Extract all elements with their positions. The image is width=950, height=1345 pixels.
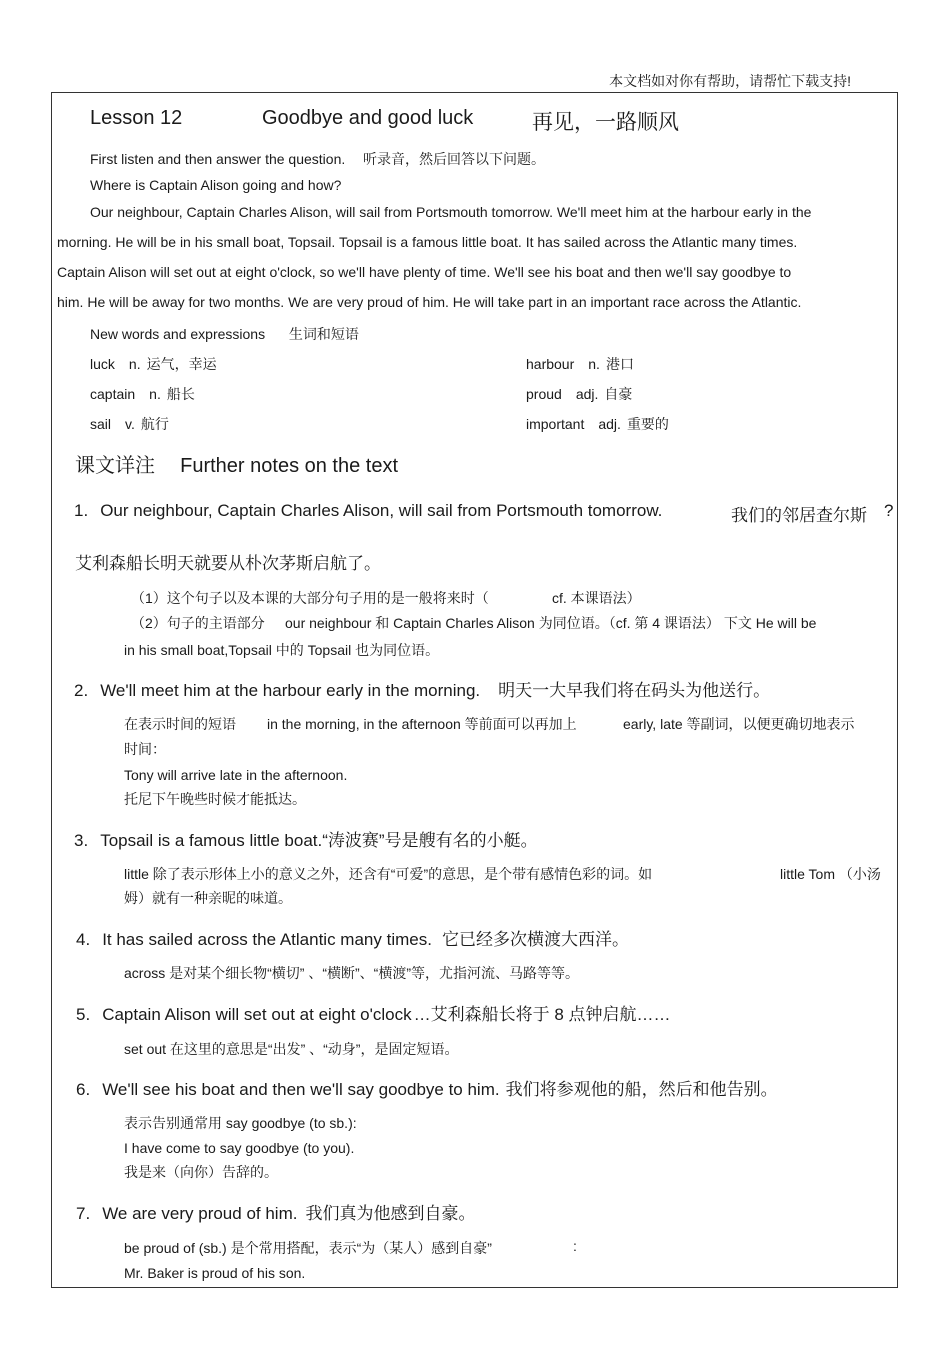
passage-line: morning. He will be in his small boat, Topsail. Topsail is a famous little boat. It has sailed across the Atlantic many times. <box>57 234 798 250</box>
notes-heading-cn: 课文详注 <box>75 455 155 477</box>
vocab-item <box>526 354 634 374</box>
note-sentence-en: Topsail is a famous little boat. <box>100 831 323 850</box>
vocab-item <box>526 414 669 434</box>
note-4-heading <box>76 925 629 950</box>
note-2-heading <box>74 676 770 701</box>
vocab-word: harbour <box>526 356 575 372</box>
vocab-meaning: 航行 <box>140 416 169 432</box>
note-sentence-cn: “涛波赛”号是艘有名的小艇。 <box>322 831 538 850</box>
note-4-exp: across 是对某个细长物“横切” 、“横断”、“横渡”等，尤指河流、马路等等。 <box>124 965 579 981</box>
vocab-pos: adj. <box>575 386 599 402</box>
note-sentence-en: Our neighbour, Captain Charles Alison, will sail from Portsmouth tomorrow. <box>100 501 663 520</box>
vocab-item <box>90 414 169 434</box>
note-1-cn-q: ? <box>884 501 894 520</box>
vocab-pos: n. <box>128 356 141 372</box>
note-3-exp-c: 姆）就有一种亲昵的味道。 <box>124 890 292 906</box>
vocab-word: proud <box>526 386 562 402</box>
vocab-meaning: 船长 <box>166 386 195 402</box>
note-1-sub2-c: in his small boat,Topsail 中的 Topsail 也为同位语。 <box>124 642 440 658</box>
vocab-pos: n. <box>149 386 161 402</box>
note-number: 7. <box>76 1204 91 1223</box>
vocab-pos: v. <box>125 416 135 432</box>
download-note: 本文档如对你有帮助，请帮忙下载支持! <box>609 73 851 89</box>
note-2-exp-d: 时间： <box>124 741 166 757</box>
passage-line: him. He will be away for two months. We are very proud of him. He will take part in an important race across the Atlantic. <box>57 294 802 310</box>
note-number: 4. <box>76 930 91 949</box>
note-sentence-cn: 我们真为他感到自豪。 <box>305 1204 476 1223</box>
note-3-exp-a: little 除了表示形体上小的意义之外，还含有“可爱”的意思，是个带有感情色彩的词。如 <box>124 866 653 882</box>
note-1-heading <box>74 501 662 521</box>
note-7-heading <box>76 1199 475 1224</box>
note-sentence-en: We'll see his boat and then we'll say goodbye to him. <box>102 1080 500 1099</box>
note-6-exp: 表示告别通常用 say goodbye (to sb.): <box>124 1115 357 1131</box>
vocab-item <box>90 384 195 404</box>
note-number: 1. <box>74 501 89 520</box>
vocab-pos: adj. <box>598 416 621 432</box>
note-number: 3. <box>74 831 89 850</box>
vocab-item <box>526 384 632 404</box>
note-1-sub2-b: our neighbour 和 Captain Charles Alison 为同位语。（cf. 第 4 课语法） 下文 He will be <box>285 615 817 631</box>
note-3-exp-b: little Tom （小汤 <box>780 866 881 882</box>
passage-line: Captain Alison will set out at eight o'clock, so we'll have plenty of time. We'll see his boat and then we'll say goodbye to <box>57 264 792 280</box>
instruction <box>90 149 545 169</box>
note-3-heading <box>74 826 538 851</box>
vocab-heading-cn: 生词和短语 <box>288 326 359 342</box>
lesson-title-cn: 再见，一路顺风 <box>532 111 679 134</box>
vocab-meaning: 运气，幸运 <box>146 356 217 372</box>
note-1-cn-b: 艾利森船长明天就要从朴次茅斯启航了。 <box>75 554 381 573</box>
notes-heading <box>75 449 398 478</box>
lesson-title-en: Goodbye and good luck <box>262 107 474 129</box>
vocab-word: luck <box>90 356 115 372</box>
note-number: 6. <box>76 1080 91 1099</box>
vocab-heading-en: New words and expressions <box>90 326 266 342</box>
note-5-exp: set out 在这里的意思是“出发” 、“动身”，是固定短语。 <box>124 1041 459 1057</box>
notes-heading-en: Further notes on the text <box>180 455 399 477</box>
note-2-exp-c: early, late 等副词，以便更确切地表示 <box>623 716 855 732</box>
note-2-exp-b: in the morning, in the afternoon 等前面可以再加上 <box>267 716 577 732</box>
note-7-example-en: Mr. Baker is proud of his son. <box>124 1265 306 1281</box>
vocab-heading <box>90 324 359 344</box>
note-2-example-cn: 托尼下午晚些时候才能抵达。 <box>124 791 306 807</box>
instruction-cn: 听录音，然后回答以下问题。 <box>363 151 546 167</box>
note-sentence-cn: …艾利森船长将于 8 点钟启航…… <box>413 1005 671 1024</box>
note-number: 5. <box>76 1005 91 1024</box>
vocab-word: captain <box>90 386 136 402</box>
note-2-exp-a: 在表示时间的短语 <box>124 716 236 732</box>
vocab-meaning: 自豪 <box>604 386 633 402</box>
note-2-example-en: Tony will arrive late in the afternoon. <box>124 767 348 783</box>
vocab-meaning: 重要的 <box>626 416 669 432</box>
note-6-example-cn: 我是来（向你）告辞的。 <box>124 1164 278 1180</box>
vocab-word: sail <box>90 416 112 432</box>
note-5-heading <box>76 1000 671 1025</box>
lesson-number: Lesson 12 <box>90 107 183 129</box>
note-1-sub1-b: cf. 本课语法） <box>552 590 641 606</box>
note-sentence-cn: 明天一大早我们将在码头为他送行。 <box>498 681 771 700</box>
note-7-exp-a: be proud of (sb.) 是个常用搭配，表示“为（某人）感到自豪” <box>124 1240 492 1256</box>
note-number: 2. <box>74 681 89 700</box>
note-6-example-en: I have come to say goodbye (to you). <box>124 1140 355 1156</box>
note-6-heading <box>76 1075 778 1100</box>
note-sentence-cn: 它已经多次横渡大西洋。 <box>441 930 629 949</box>
note-sentence-cn: 我们将参观他的船，然后和他告别。 <box>505 1080 778 1099</box>
note-1-sub1-a: （1）这个句子以及本课的大部分句子用的是一般将来时（ <box>131 590 489 606</box>
vocab-meaning: 港口 <box>605 356 634 372</box>
note-7-exp-b: : <box>573 1238 577 1254</box>
note-sentence-en: It has sailed across the Atlantic many times. <box>102 930 432 949</box>
question: Where is Captain Alison going and how? <box>90 177 342 193</box>
vocab-word: important <box>526 416 585 432</box>
note-sentence-en: Captain Alison will set out at eight o'clock <box>102 1005 412 1024</box>
note-sentence-en: We are very proud of him. <box>102 1204 298 1223</box>
passage-line: Our neighbour, Captain Charles Alison, will sail from Portsmouth tomorrow. We'll meet him at the harbour early in the <box>90 204 812 220</box>
vocab-pos: n. <box>588 356 600 372</box>
instruction-en: First listen and then answer the question. <box>90 151 346 167</box>
note-sentence-en: We'll meet him at the harbour early in the morning. <box>100 681 481 700</box>
note-1-cn-a: 我们的邻居查尔斯 <box>731 506 867 525</box>
note-1-sub2-a: （2）句子的主语部分 <box>131 615 265 631</box>
vocab-item <box>90 354 217 374</box>
